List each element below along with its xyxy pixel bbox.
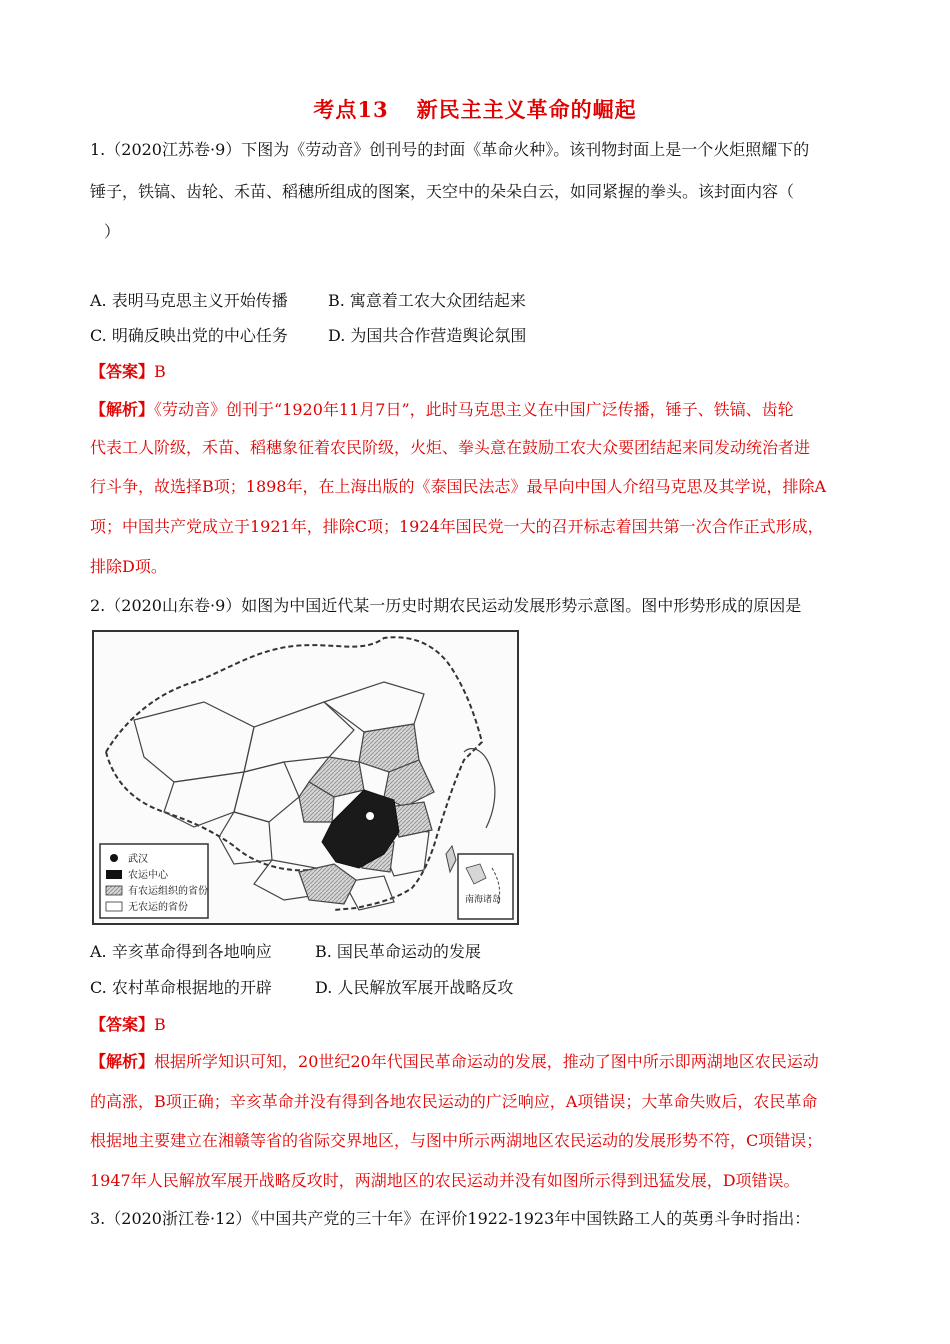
q1-stem-line-3: ） <box>104 222 121 241</box>
q1-options-row-1 <box>90 291 526 311</box>
legend-wuhan-label: 武汉 <box>128 854 148 865</box>
q1-analysis-line-5: 排除D项。 <box>90 557 167 576</box>
q2-analysis-line-2: 的高涨，B项正确；辛亥革命并没有得到各地农民运动的广泛响应，A项错误；大革命失败后，农民革命 <box>90 1092 818 1111</box>
q2-analysis-text-1: 根据所学知识可知，20世纪20年代国民革命运动的发展，推动了图中所示即两湖地区农民运动 <box>154 1052 819 1071</box>
q2-options-row-2 <box>90 978 513 998</box>
q1-option-b: B. 寓意着工农大众团结起来 <box>328 291 526 310</box>
map-legend <box>100 844 208 918</box>
title-text: 新民主主义革命的崛起 <box>416 97 637 122</box>
q2-option-b: B. 国民革命运动的发展 <box>315 942 481 961</box>
q1-analysis-line-2: 代表工人阶级，禾苗、稻穗象征着农民阶级，火炬、拳头意在鼓励工农大众要团结起来同发动统治者进 <box>90 438 811 457</box>
q2-answer-tag: 【答案】 <box>90 1015 155 1034</box>
q1-analysis-line-3: 行斗争，故选择B项；1898年，在上海出版的《泰国民法志》最早向中国人介绍马克思及其学说，排除A <box>90 477 827 496</box>
q1-analysis-tag: 【解析】 <box>90 400 155 419</box>
legend-none-swatch <box>106 902 122 911</box>
legend-organized-label: 有农运组织的省份 <box>128 886 208 897</box>
q1-stem-line-1: 1.（2020江苏卷·9）下图为《劳动音》创刊号的封面《革命火种》。该刊物封面上是一个火炬照耀下的 <box>90 140 810 159</box>
q1-answer-value: B <box>154 362 166 381</box>
legend-center-swatch <box>106 870 122 879</box>
q1-option-a: A. 表明马克思主义开始传播 <box>90 291 288 310</box>
south-china-sea-inset <box>458 854 513 919</box>
q1-option-c: C. 明确反映出党的中心任务 <box>90 326 288 345</box>
q1-answer-tag: 【答案】 <box>90 362 155 381</box>
q2-option-d: D. 人民解放军展开战略反攻 <box>315 978 514 997</box>
china-peasant-movement-map <box>92 630 519 925</box>
title-label: 考点13 <box>313 97 389 122</box>
legend-wuhan-swatch <box>110 854 118 862</box>
q1-option-d: D. 为国共合作营造舆论氛围 <box>328 326 527 345</box>
q2-analysis-line-3: 根据地主要建立在湘赣等省的省际交界地区，与图中所示两湖地区农民运动的发展形势不符，C项错误； <box>90 1131 823 1150</box>
q1-analysis-text-1: 《劳动音》创刊于“1920年11月7日”，此时马克思主义在中国广泛传播，锤子、铁镐、齿轮 <box>154 400 794 419</box>
wuhan-marker <box>367 813 374 820</box>
q1-analysis-line-1 <box>90 400 794 420</box>
q2-analysis-tag: 【解析】 <box>90 1052 155 1071</box>
q2-answer-value: B <box>154 1015 166 1034</box>
q1-options-row-2 <box>90 326 526 346</box>
legend-center-label: 农运中心 <box>128 870 168 881</box>
q1-analysis-line-4: 项；中国共产党成立于1921年，排除C项；1924年国民党一大的召开标志着国共第一次合作正式形成， <box>90 517 824 536</box>
korea-japan-coast <box>464 749 495 828</box>
q1-stem-line-2: 锤子，铁镐、齿轮、禾苗、稻穗所组成的图案，天空中的朵朵白云，如同紧握的拳头。该封面内容（ <box>90 182 795 201</box>
taiwan <box>446 846 456 872</box>
q2-answer <box>90 1015 166 1035</box>
q2-option-a: A. 辛亥革命得到各地响应 <box>90 942 272 961</box>
legend-organized-swatch <box>106 886 122 895</box>
page-title <box>0 94 950 124</box>
q2-option-c: C. 农村革命根据地的开辟 <box>90 978 272 997</box>
q2-analysis-line-4: 1947年人民解放军展开战略反攻时，两湖地区的农民运动并没有如图所示得到迅猛发展，D项错误。 <box>90 1171 800 1190</box>
q2-options-row-1 <box>90 942 481 962</box>
legend-none-label: 无农运的省份 <box>128 902 188 913</box>
q2-stem-line-1: 2.（2020山东卷·9）如图为中国近代某一历史时期农民运动发展形势示意图。图中形势形成的原因是 <box>90 596 802 615</box>
inset-label: 南海诸岛 <box>465 895 502 905</box>
q2-analysis-line-1 <box>90 1052 819 1072</box>
q3-stem-line-1: 3.（2020浙江卷·12）《中国共产党的三十年》在评价1922-1923年中国铁路工人的英勇斗争时指出： <box>90 1209 811 1228</box>
map-figure <box>94 632 517 923</box>
q1-answer <box>90 362 166 382</box>
